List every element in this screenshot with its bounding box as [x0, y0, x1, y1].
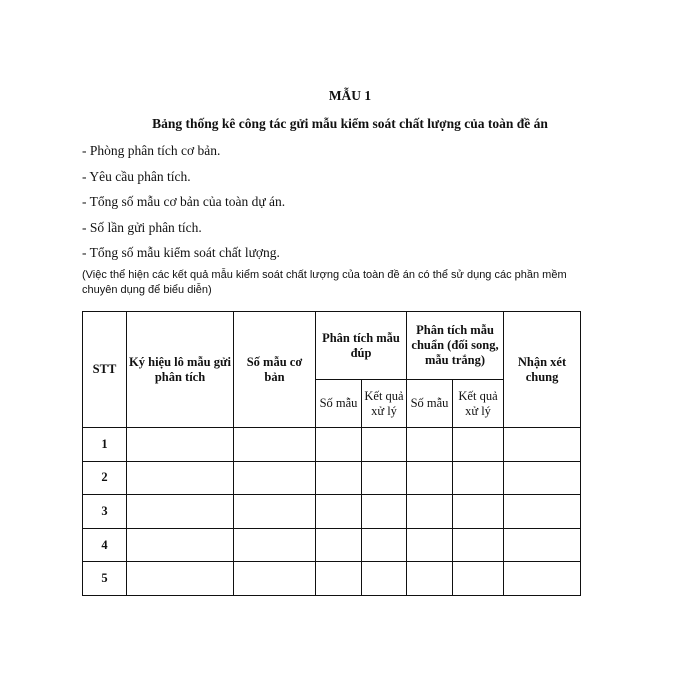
cell-duplicate-result: [362, 428, 407, 462]
subheader-duplicate-count: Số mẫu: [316, 380, 362, 428]
form-subtitle: Bảng thống kê công tác gửi mẫu kiểm soát chất lượng của toàn đề án: [152, 116, 548, 131]
cell-remarks: [504, 528, 581, 562]
info-item-requirements: - Yêu cầu phân tích.: [82, 168, 191, 184]
info-item-send-count: - Số lần gửi phân tích.: [82, 219, 202, 235]
info-item-total-basic-samples: - Tổng số mẫu cơ bản của toàn dự án.: [82, 194, 286, 209]
cell-duplicate-result: [362, 495, 407, 529]
cell-sample-code: [127, 495, 234, 529]
cell-duplicate-count: [316, 528, 362, 562]
header-duplicate-analysis: Phân tích mẫu đúp: [316, 312, 407, 380]
cell-basic-count: [234, 461, 316, 495]
cell-duplicate-count: [316, 495, 362, 529]
cell-remarks: [504, 428, 581, 462]
subheader-standard-count: Số mẫu: [407, 380, 453, 428]
row-number: 2: [83, 461, 127, 495]
form-title: MẪU 1: [328, 88, 372, 103]
cell-duplicate-result: [362, 461, 407, 495]
cell-standard-result: [453, 495, 504, 529]
table-row: [83, 562, 581, 596]
cell-standard-count: [407, 428, 453, 462]
table-row: [83, 461, 581, 495]
header-stt: STT: [83, 312, 127, 428]
cell-duplicate-count: [316, 562, 362, 596]
subheader-duplicate-result: Kết quả xử lý: [362, 380, 407, 428]
cell-remarks: [504, 562, 581, 596]
cell-standard-count: [407, 528, 453, 562]
subheader-standard-result: Kết quả xử lý: [453, 380, 504, 428]
cell-standard-result: [453, 461, 504, 495]
table-row: [83, 495, 581, 529]
row-number: 1: [83, 428, 127, 462]
row-number: 3: [83, 495, 127, 529]
cell-sample-code: [127, 461, 234, 495]
cell-duplicate-result: [362, 528, 407, 562]
cell-basic-count: [234, 528, 316, 562]
cell-basic-count: [234, 562, 316, 596]
cell-standard-result: [453, 562, 504, 596]
info-item-lab: - Phòng phân tích cơ bản.: [82, 143, 221, 158]
cell-duplicate-count: [316, 461, 362, 495]
usage-note: (Việc thể hiện các kết quả mẫu kiểm soát chất lượng của toàn đề án có thể sử dụng các phần mềm chuyên dụng để biểu diễn): [82, 269, 567, 296]
cell-sample-code: [127, 428, 234, 462]
header-basic-count: Số mẫu cơ bản: [234, 312, 316, 428]
cell-basic-count: [234, 495, 316, 529]
info-item-total-qc-samples: - Tổng số mẫu kiểm soát chất lượng.: [82, 245, 280, 260]
cell-standard-count: [407, 461, 453, 495]
table-row: [83, 428, 581, 462]
cell-remarks: [504, 495, 581, 529]
cell-basic-count: [234, 428, 316, 462]
header-remarks: Nhận xét chung: [504, 312, 581, 428]
row-number: 4: [83, 528, 127, 562]
cell-duplicate-result: [362, 562, 407, 596]
info-list: [82, 142, 285, 270]
header-sample-code: Ký hiệu lô mẫu gửi phân tích: [127, 312, 234, 428]
qc-statistics-table: [82, 311, 581, 596]
cell-standard-count: [407, 562, 453, 596]
table-row: [83, 528, 581, 562]
cell-remarks: [504, 461, 581, 495]
row-number: 5: [83, 562, 127, 596]
cell-standard-result: [453, 528, 504, 562]
cell-standard-count: [407, 495, 453, 529]
header-standard-analysis: Phân tích mẫu chuẩn (đối song, mẫu trắng): [407, 312, 504, 380]
cell-sample-code: [127, 562, 234, 596]
cell-duplicate-count: [316, 428, 362, 462]
cell-standard-result: [453, 428, 504, 462]
cell-sample-code: [127, 528, 234, 562]
